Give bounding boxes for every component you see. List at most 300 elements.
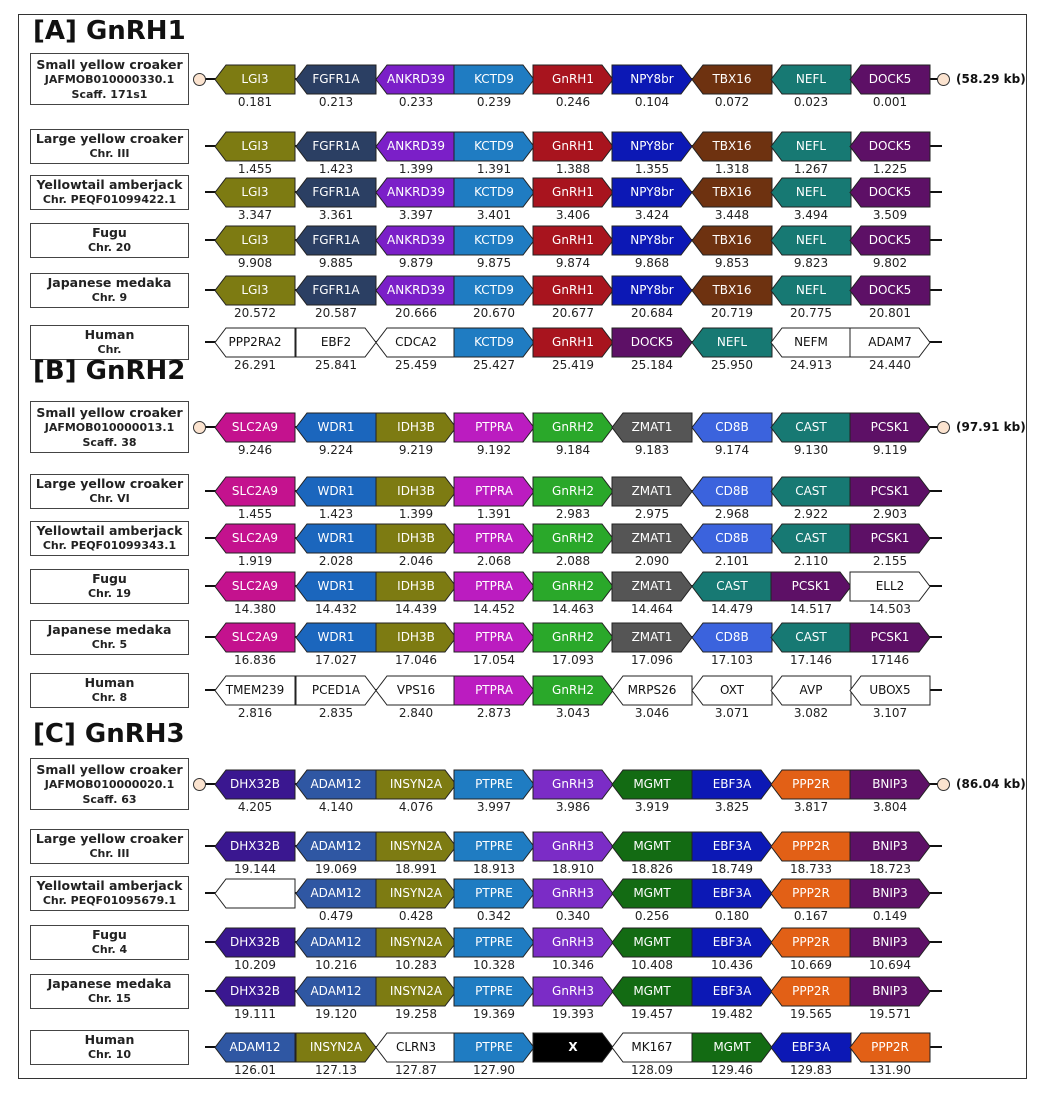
gene-label: WDR1 [317,483,355,498]
gene-label [215,879,295,908]
gene-position: 0.342 [476,908,512,923]
scaffold-start-circle [193,73,206,86]
gene-arrow [771,770,851,799]
gene-arrow [376,132,456,161]
gene-position: 2.101 [714,553,750,568]
species-name: Small yellow croaker [36,404,183,420]
gene-position: 9.875 [476,255,512,270]
gene-arrow [533,328,613,357]
gene-label: ZMAT1 [631,578,673,593]
gene-position: 3.804 [872,799,908,814]
gene-position: 14.503 [869,601,911,616]
gene-position: 20.587 [315,305,357,320]
gene-arrow [771,276,851,305]
gene-label: EBF3A [712,838,752,853]
chromosome-label: Chr. PEQF01099343.1 [42,539,177,552]
gene-position: 26.291 [234,357,276,372]
gene-arrow [850,623,930,652]
gene-arrow [612,413,692,442]
gene-label: NEFL [795,282,827,297]
gene-arrow [215,413,295,442]
gene-label: PPP2R [792,776,830,791]
gene-arrow [215,832,295,861]
gene-arrow [215,276,295,305]
gene-label: INSYN2A [389,776,443,791]
gene-arrow [215,477,295,506]
gene-position: 9.219 [398,442,434,457]
gene-label: BNIP3 [872,838,908,853]
gene-arrow [533,132,613,161]
gene-arrow [533,276,613,305]
gene-position: 17.146 [790,652,832,667]
gene-arrow [376,770,456,799]
gene-position: 14.479 [711,601,753,616]
gene-arrow [771,328,851,357]
gene-label: ADAM12 [310,934,362,949]
gene-position: 19.457 [631,1006,673,1021]
chromosome-label: Chr. 5 [91,638,128,651]
gene-label: IDH3B [397,578,435,593]
gene-label: SLC2A9 [231,578,279,593]
gene-arrow [771,928,851,957]
species-name: Fugu [92,927,127,942]
gene-arrow [376,879,456,908]
gene-label: KCTD9 [474,138,514,153]
gene-label: MGMT [633,885,671,900]
gene-position: 0.072 [714,94,750,109]
chromosome-label: Chr. 15 [87,992,132,1005]
species-name: Small yellow croaker [36,761,183,777]
gene-position: 20.775 [790,305,832,320]
gene-arrow [533,572,613,601]
chromosome-label: JAFMOB010000330.1 [44,72,175,86]
gene-position: 18.733 [790,861,832,876]
gene-position: 9.192 [476,442,512,457]
gene-arrow [454,928,534,957]
gene-position: 19.482 [711,1006,753,1021]
gene-arrow [215,524,295,553]
gene-position: 20.684 [631,305,673,320]
gene-arrow [850,226,930,255]
gene-label: PPP2R [792,885,830,900]
gene-label: PPP2RA2 [228,334,282,349]
gene-position: 2.922 [793,506,829,521]
chromosome-label: Chr. [97,343,122,356]
gene-position: 3.401 [476,207,512,222]
gene-position: 1.919 [237,553,273,568]
gene-position: 17.096 [631,652,673,667]
gene-arrow [850,928,930,957]
gene-arrow [376,572,456,601]
gene-arrow [692,928,772,957]
gene-label: ANKRD39 [387,184,445,199]
gene-position: 19.069 [315,861,357,876]
gene-arrow [692,477,772,506]
gene-position: 20.572 [234,305,276,320]
gene-label: FGFR1A [312,232,360,247]
gene-label: BNIP3 [872,776,908,791]
gene-arrow [376,477,456,506]
gene-label: MGMT [633,838,671,853]
gene-arrow [376,524,456,553]
gene-arrow [612,879,692,908]
gene-label: KCTD9 [474,334,514,349]
gene-label: LGI3 [241,71,269,86]
gene-position: 2.873 [476,705,512,720]
gene-arrow [376,178,456,207]
gene-position: 16.836 [234,652,276,667]
scaffold-start-circle [193,421,206,434]
gene-position: 1.455 [237,506,273,521]
gene-arrow [533,770,613,799]
gene-label: PTPRA [475,530,513,545]
gene-position: 19.571 [869,1006,911,1021]
gene-arrow [533,178,613,207]
species-name: Large yellow croaker [35,131,184,146]
gene-arrow [215,65,295,94]
gene-arrow [692,770,772,799]
gene-label: CAST [795,530,827,545]
gene-label: INSYN2A [389,934,443,949]
gene-arrow [296,132,376,161]
gene-arrow [296,328,376,357]
gene-label: CAST [795,483,827,498]
gene-label: PCSK1 [870,483,910,498]
gene-position: 14.452 [473,601,515,616]
gene-arrow [296,226,376,255]
gene-label: FGFR1A [312,71,360,86]
gene-label: PCED1A [311,682,361,697]
gene-label: NEFM [794,334,828,349]
gene-position: 1.355 [634,161,670,176]
gene-label: BNIP3 [872,983,908,998]
chromosome-label: Chr. 9 [91,291,128,304]
gene-position: 17.027 [315,652,357,667]
gene-label: KCTD9 [474,71,514,86]
gene-label: GnRH2 [552,682,594,697]
gene-position: 20.801 [869,305,911,320]
gene-position: 0.167 [793,908,829,923]
chromosome-label: JAFMOB010000020.1 [44,777,175,791]
gene-label: NEFL [795,71,827,86]
chromosome-label: Scaff. 63 [82,792,137,806]
gene-position: 0.181 [237,94,273,109]
gene-position: 14.464 [631,601,673,616]
gene-arrow [692,623,772,652]
species-name: Yellowtail amberjack [36,177,183,192]
gene-label: UBOX5 [869,682,911,697]
gene-arrow [850,524,930,553]
gene-position: 2.110 [793,553,829,568]
chromosome-label: Scaff. 38 [82,435,137,449]
gene-position: 9.184 [555,442,591,457]
gene-label: PPP2R [871,1039,909,1054]
gene-arrow [215,226,295,255]
gene-label: PPP2R [792,838,830,853]
gene-position: 2.088 [555,553,591,568]
gene-label: ZMAT1 [631,629,673,644]
gene-label: PPP2R [792,934,830,949]
gene-arrow [771,623,851,652]
gene-label: NEFL [795,232,827,247]
gene-arrow [296,178,376,207]
gene-label: DOCK5 [868,282,912,297]
gene-label: INSYN2A [389,983,443,998]
gene-position: 9.885 [318,255,354,270]
gene-position: 2.968 [714,506,750,521]
gene-position: 127.90 [473,1062,515,1077]
species-label-box [30,876,189,911]
gene-label: SLC2A9 [231,629,279,644]
gene-position: 127.13 [315,1062,357,1077]
gene-label: CD8B [715,530,749,545]
gene-arrow [771,572,851,601]
species-label-box [30,474,189,509]
gene-label: INSYN2A [389,838,443,853]
gene-arrow [771,676,851,705]
gene-arrow [771,132,851,161]
gene-position: 2.903 [872,506,908,521]
gene-arrow [296,65,376,94]
gene-position: 1.399 [398,161,434,176]
gene-label: KCTD9 [474,184,514,199]
gene-position: 18.910 [552,861,594,876]
gene-label: CD8B [715,629,749,644]
gene-position: 19.369 [473,1006,515,1021]
scaffold-end-circle [937,778,950,791]
gene-position: 0.233 [398,94,434,109]
gene-position: 18.723 [869,861,911,876]
gene-arrow [850,977,930,1006]
gene-label: IDH3B [397,530,435,545]
gene-arrow [771,477,851,506]
gene-label: NEFL [716,334,748,349]
gene-arrow [215,977,295,1006]
chromosome-label: Chr. III [89,847,130,860]
gene-arrow [850,572,930,601]
gene-label: GnRH1 [552,138,594,153]
gene-position: 17.103 [711,652,753,667]
gene-arrow [612,572,692,601]
chromosome-label: Chr. 8 [91,691,128,704]
gene-arrow [692,132,772,161]
gene-arrow [376,832,456,861]
gene-position: 14.432 [315,601,357,616]
gene-arrow [454,178,534,207]
species-name: Human [84,327,135,342]
gene-label: DOCK5 [630,334,674,349]
gene-arrow [215,328,295,357]
gene-arrow [454,226,534,255]
gene-arrow [850,879,930,908]
gene-position: 9.868 [634,255,670,270]
gene-arrow [454,413,534,442]
gene-label: DHX32B [230,934,280,949]
gene-label: MRPS26 [627,682,677,697]
gene-label: FGFR1A [312,282,360,297]
gene-arrow [376,328,456,357]
gene-position: 0.104 [634,94,670,109]
gene-label: MGMT [633,776,671,791]
gene-label: NPY8br [630,138,674,153]
gene-position: 2.835 [318,705,354,720]
gene-position: 3.107 [872,705,908,720]
gene-position: 1.318 [714,161,750,176]
gene-arrow [215,1033,295,1062]
gene-arrow [771,226,851,255]
gene-label: EBF3A [712,983,752,998]
gene-arrow [692,676,772,705]
gene-arrow [376,1033,456,1062]
chromosome-label: Chr. 10 [87,1048,132,1061]
gene-position: 1.267 [793,161,829,176]
gene-label: WDR1 [317,629,355,644]
gene-label: DOCK5 [868,184,912,199]
species-name: Human [84,675,135,690]
chromosome-label: Scaff. 171s1 [71,87,148,101]
gene-position: 14.439 [395,601,437,616]
gene-arrow [850,132,930,161]
gene-arrow [296,1033,376,1062]
gene-label: EBF3A [712,934,752,949]
gene-position: 10.216 [315,957,357,972]
gene-arrow [454,832,534,861]
gene-label: PPP2R [792,983,830,998]
gene-position: 2.840 [398,705,434,720]
gene-position: 9.823 [793,255,829,270]
gene-position: 2.983 [555,506,591,521]
gene-position: 17.046 [395,652,437,667]
gene-label: VPS16 [396,682,436,697]
gene-arrow [454,65,534,94]
gene-arrow [376,226,456,255]
gene-arrow [612,832,692,861]
gene-label: PTPRE [475,838,513,853]
gene-label: PTPRA [475,578,513,593]
gene-position: 1.399 [398,506,434,521]
gene-arrow [692,65,772,94]
gene-label: OXT [719,682,745,697]
gene-label: PTPRA [475,629,513,644]
gene-arrow [692,178,772,207]
species-name: Human [84,1032,135,1047]
gene-arrow [533,413,613,442]
gene-arrow [215,676,295,705]
gene-position: 10.694 [869,957,911,972]
gene-label: GnRH1 [552,334,594,349]
gene-label: PTPRA [475,483,513,498]
species-label-box [30,129,189,164]
species-label-box [30,401,189,453]
gene-label: ANKRD39 [387,71,445,86]
species-name: Japanese medaka [47,622,172,637]
gene-arrow [612,477,692,506]
gene-arrow [612,623,692,652]
gene-label: PTPRE [475,1039,513,1054]
gene-arrow [215,132,295,161]
scaffold-size-label: (58.29 kb) [956,72,1026,86]
gene-label: GnRH1 [552,232,594,247]
gene-label: NPY8br [630,184,674,199]
gene-arrow [771,65,851,94]
gene-label: WDR1 [317,419,355,434]
gene-label: SLC2A9 [231,419,279,434]
species-label-box [30,1030,189,1065]
gene-arrow [376,928,456,957]
gene-label: PTPRE [475,934,513,949]
gene-position: 0.023 [793,94,829,109]
gene-arrow [454,477,534,506]
gene-arrow [692,832,772,861]
gene-label: GnRH2 [552,578,594,593]
gene-arrow [296,770,376,799]
gene-arrow [454,132,534,161]
gene-arrow [533,977,613,1006]
gene-position: 10.346 [552,957,594,972]
gene-position: 9.802 [872,255,908,270]
gene-arrow [296,477,376,506]
gene-label: TBX16 [712,71,752,86]
species-label-box [30,175,189,210]
gene-label: ZMAT1 [631,530,673,545]
gene-position: 3.046 [634,705,670,720]
chromosome-label: Chr. PEQF01099422.1 [42,193,177,206]
chromosome-label: Chr. PEQF01095679.1 [42,894,177,907]
gene-label: ANKRD39 [387,282,445,297]
gene-position: 20.719 [711,305,753,320]
gene-label: PTPRE [475,885,513,900]
gene-position: 1.423 [318,161,354,176]
gene-label: EBF3A [712,885,752,900]
gene-label: ZMAT1 [631,483,673,498]
gene-position: 9.879 [398,255,434,270]
gene-label: AVP [799,682,823,697]
gene-arrow [215,572,295,601]
gene-label: NPY8br [630,71,674,86]
gene-label: PCSK1 [870,419,910,434]
gene-arrow [771,524,851,553]
gene-label: DHX32B [230,983,280,998]
gene-label: DOCK5 [868,138,912,153]
gene-position: 25.950 [711,357,753,372]
gene-arrow [296,413,376,442]
gene-arrow [296,928,376,957]
gene-position: 3.424 [634,207,670,222]
gene-arrow [533,676,613,705]
gene-arrow [612,178,692,207]
gene-position: 2.090 [634,553,670,568]
gene-arrow [454,524,534,553]
gene-label: DHX32B [230,838,280,853]
gene-position: 3.406 [555,207,591,222]
species-label-box [30,829,189,864]
gene-label: PCSK1 [791,578,831,593]
gene-arrow [376,65,456,94]
gene-position: 19.258 [395,1006,437,1021]
gene-label: GnRH2 [552,530,594,545]
gene-label: ADAM7 [868,334,912,349]
gene-position: 10.669 [790,957,832,972]
gene-arrow [454,977,534,1006]
panel-title: [A] GnRH1 [33,16,186,46]
gene-arrow [850,413,930,442]
gene-label: ZMAT1 [631,419,673,434]
gene-arrow [612,65,692,94]
gene-arrow [612,977,692,1006]
gene-position: 0.246 [555,94,591,109]
gene-label: IDH3B [397,629,435,644]
gene-position: 3.448 [714,207,750,222]
